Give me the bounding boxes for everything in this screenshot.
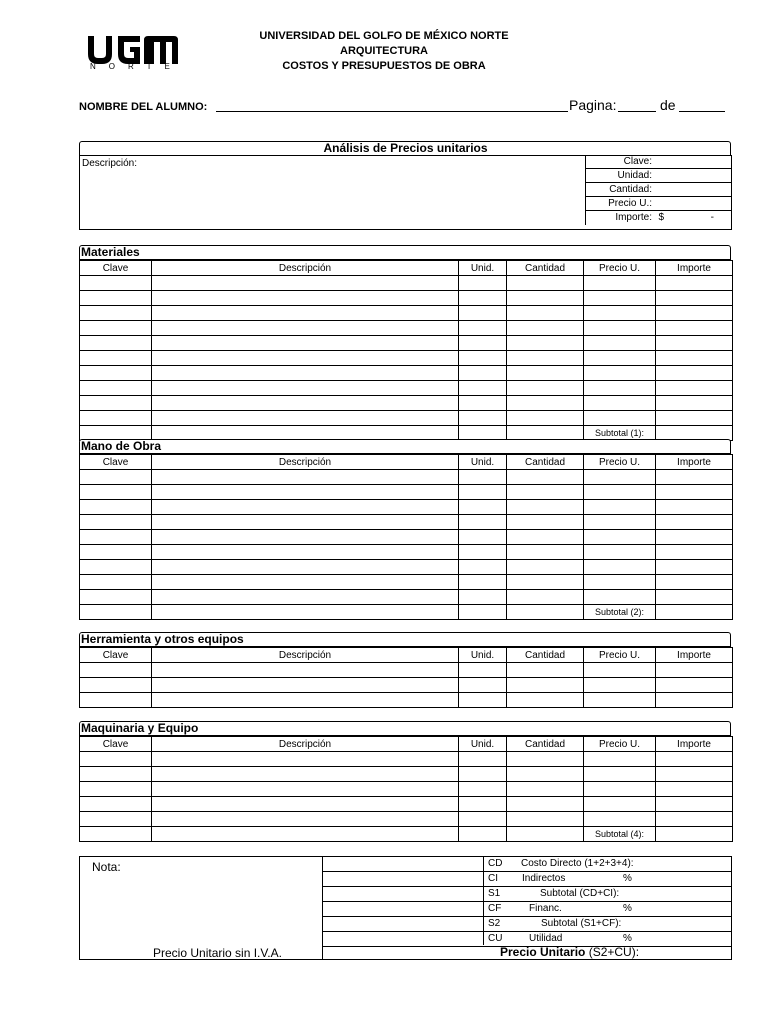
table-cell[interactable] xyxy=(459,396,507,411)
table-cell[interactable] xyxy=(507,530,584,545)
table-cell[interactable] xyxy=(152,797,459,812)
table-row xyxy=(80,485,733,500)
table-row xyxy=(80,782,733,797)
table-cell[interactable] xyxy=(656,306,733,321)
table-cell[interactable] xyxy=(584,321,656,336)
table-cell[interactable] xyxy=(656,812,733,827)
column-header: Unid. xyxy=(459,737,507,752)
final-price-formula: (S2+CU): xyxy=(585,945,640,959)
table-cell[interactable] xyxy=(152,291,459,306)
summary-text: Costo Directo (1+2+3+4): xyxy=(521,858,634,869)
summary-code: CD xyxy=(488,858,503,869)
importe-label: Importe: xyxy=(615,212,652,223)
table-cell[interactable] xyxy=(507,797,584,812)
table-cell[interactable] xyxy=(459,366,507,381)
table-cell[interactable] xyxy=(459,752,507,767)
table-cell[interactable] xyxy=(459,470,507,485)
table-row xyxy=(80,276,733,291)
column-header: Precio U. xyxy=(584,261,656,276)
table-cell[interactable] xyxy=(507,366,584,381)
table-cell[interactable] xyxy=(584,678,656,693)
table-cell[interactable] xyxy=(656,693,733,708)
table-cell[interactable] xyxy=(152,366,459,381)
table-cell[interactable] xyxy=(152,470,459,485)
table-cell[interactable] xyxy=(656,605,733,620)
column-header: Cantidad xyxy=(507,455,584,470)
column-header: Precio U. xyxy=(584,455,656,470)
table-cell[interactable] xyxy=(459,351,507,366)
table-cell[interactable] xyxy=(656,797,733,812)
table-cell[interactable] xyxy=(584,590,656,605)
column-header: Descripción xyxy=(152,261,459,276)
table-cell[interactable] xyxy=(584,366,656,381)
column-header: Unid. xyxy=(459,261,507,276)
table-cell[interactable] xyxy=(459,291,507,306)
student-name-field[interactable] xyxy=(216,111,568,112)
table-cell[interactable] xyxy=(80,590,152,605)
table-cell[interactable] xyxy=(80,276,152,291)
table-cell[interactable] xyxy=(80,605,152,620)
column-header: Importe xyxy=(656,737,733,752)
table-cell[interactable] xyxy=(584,276,656,291)
column-header: Cantidad xyxy=(507,737,584,752)
table-cell[interactable] xyxy=(656,321,733,336)
table-cell[interactable] xyxy=(507,321,584,336)
summary-code: CF xyxy=(488,903,502,914)
table-row xyxy=(80,336,733,351)
table-cell[interactable] xyxy=(459,485,507,500)
table-cell[interactable] xyxy=(80,500,152,515)
importe-field[interactable] xyxy=(585,211,732,225)
table-cell[interactable] xyxy=(584,515,656,530)
table-cell[interactable] xyxy=(656,351,733,366)
table-row xyxy=(80,530,733,545)
table-cell[interactable] xyxy=(507,605,584,620)
table-cell[interactable] xyxy=(152,693,459,708)
table-cell[interactable] xyxy=(80,291,152,306)
table-cell[interactable] xyxy=(152,411,459,426)
table-cell[interactable] xyxy=(507,336,584,351)
table-cell[interactable] xyxy=(656,515,733,530)
table-cell[interactable] xyxy=(507,485,584,500)
table-cell[interactable] xyxy=(507,276,584,291)
table-cell[interactable] xyxy=(459,663,507,678)
mano-obra-title: Mano de Obra xyxy=(79,439,731,454)
table-cell[interactable] xyxy=(656,291,733,306)
table-cell[interactable] xyxy=(152,321,459,336)
table-cell[interactable] xyxy=(584,575,656,590)
table-cell[interactable] xyxy=(459,515,507,530)
table-cell[interactable] xyxy=(152,590,459,605)
summary-row[interactable] xyxy=(322,917,732,932)
column-header: Clave xyxy=(80,737,152,752)
summary-row[interactable] xyxy=(322,857,732,872)
table-cell[interactable] xyxy=(656,782,733,797)
table-row xyxy=(80,605,733,620)
analysis-description-box[interactable] xyxy=(79,155,732,230)
table-cell[interactable] xyxy=(80,470,152,485)
table-cell[interactable] xyxy=(584,351,656,366)
sin-iva-label: Precio Unitario sin I.V.A. xyxy=(153,946,282,960)
table-cell[interactable] xyxy=(656,663,733,678)
herramienta-table xyxy=(79,647,733,708)
table-cell[interactable] xyxy=(80,545,152,560)
table-cell[interactable] xyxy=(80,366,152,381)
table-cell[interactable] xyxy=(80,396,152,411)
table-cell[interactable] xyxy=(584,411,656,426)
table-cell[interactable] xyxy=(507,500,584,515)
table-cell[interactable] xyxy=(459,530,507,545)
table-cell[interactable] xyxy=(459,321,507,336)
summary-code: CU xyxy=(488,933,503,944)
table-cell[interactable] xyxy=(507,470,584,485)
table-cell[interactable] xyxy=(507,663,584,678)
table-cell[interactable] xyxy=(584,693,656,708)
table-cell[interactable] xyxy=(459,797,507,812)
summary-code: S2 xyxy=(488,918,501,929)
table-cell[interactable] xyxy=(656,545,733,560)
table-cell[interactable] xyxy=(80,336,152,351)
table-cell[interactable] xyxy=(152,678,459,693)
column-header: Precio U. xyxy=(584,737,656,752)
table-cell[interactable] xyxy=(507,381,584,396)
table-row xyxy=(80,411,733,426)
table-cell[interactable] xyxy=(507,291,584,306)
table-cell[interactable] xyxy=(152,485,459,500)
column-header: Importe xyxy=(656,455,733,470)
table-cell[interactable] xyxy=(152,530,459,545)
column-header: Clave xyxy=(80,648,152,663)
summary-code: S1 xyxy=(488,888,501,899)
table-cell[interactable] xyxy=(459,767,507,782)
table-cell[interactable] xyxy=(507,693,584,708)
summary-row[interactable] xyxy=(322,872,732,887)
final-price-row[interactable] xyxy=(322,945,732,959)
table-cell[interactable] xyxy=(507,351,584,366)
table-cell[interactable] xyxy=(459,827,507,842)
table-cell[interactable] xyxy=(80,485,152,500)
table-cell[interactable] xyxy=(152,782,459,797)
table-cell[interactable] xyxy=(80,678,152,693)
table-row xyxy=(80,351,733,366)
clave-field[interactable]: Clave: xyxy=(585,155,732,169)
table-row xyxy=(80,306,733,321)
table-row xyxy=(80,545,733,560)
university-name: UNIVERSIDAD DEL GOLFO DE MÉXICO NORTE xyxy=(259,30,509,42)
student-name-label: NOMBRE DEL ALUMNO: xyxy=(79,101,208,113)
table-cell[interactable] xyxy=(80,411,152,426)
logo-subtitle: NORTE xyxy=(90,62,183,71)
subtotal-label: Subtotal (4): xyxy=(584,827,656,842)
table-cell[interactable] xyxy=(656,396,733,411)
table-cell[interactable] xyxy=(80,663,152,678)
summary-code-divider xyxy=(483,857,484,945)
table-cell[interactable] xyxy=(152,605,459,620)
table-cell[interactable] xyxy=(152,396,459,411)
table-row xyxy=(80,693,733,708)
table-cell[interactable] xyxy=(152,767,459,782)
table-cell[interactable] xyxy=(584,560,656,575)
table-cell[interactable] xyxy=(584,545,656,560)
table-cell[interactable] xyxy=(584,291,656,306)
materiales-title: Materiales xyxy=(79,245,731,260)
table-cell[interactable] xyxy=(656,500,733,515)
table-cell[interactable] xyxy=(80,827,152,842)
table-row xyxy=(80,678,733,693)
table-cell[interactable] xyxy=(459,545,507,560)
summary-text: Utilidad xyxy=(529,933,563,944)
mano-obra-table xyxy=(79,454,733,620)
table-row xyxy=(80,381,733,396)
table-cell[interactable] xyxy=(459,693,507,708)
summary-text: Financ. xyxy=(529,903,562,914)
table-cell[interactable] xyxy=(80,351,152,366)
table-cell[interactable] xyxy=(459,590,507,605)
table-cell[interactable] xyxy=(459,276,507,291)
summary-percent: % xyxy=(623,903,632,914)
column-header: Cantidad xyxy=(507,648,584,663)
table-cell[interactable] xyxy=(656,366,733,381)
table-cell[interactable] xyxy=(152,560,459,575)
unidad-field[interactable]: Unidad: xyxy=(585,169,732,183)
table-cell[interactable] xyxy=(656,575,733,590)
table-cell[interactable] xyxy=(80,575,152,590)
cantidad-field[interactable]: Cantidad: xyxy=(585,183,732,197)
table-cell[interactable] xyxy=(152,515,459,530)
table-cell[interactable] xyxy=(459,782,507,797)
table-row xyxy=(80,321,733,336)
table-row xyxy=(80,767,733,782)
column-header: Clave xyxy=(80,261,152,276)
table-cell[interactable] xyxy=(152,663,459,678)
summary-row[interactable] xyxy=(322,902,732,917)
table-cell[interactable] xyxy=(584,663,656,678)
table-cell[interactable] xyxy=(656,678,733,693)
table-cell[interactable] xyxy=(459,605,507,620)
table-cell[interactable] xyxy=(152,381,459,396)
table-cell[interactable] xyxy=(656,336,733,351)
table-cell[interactable] xyxy=(507,767,584,782)
table-cell[interactable] xyxy=(152,545,459,560)
table-row xyxy=(80,366,733,381)
table-cell[interactable] xyxy=(507,678,584,693)
table-row xyxy=(80,560,733,575)
table-cell[interactable] xyxy=(656,276,733,291)
table-cell[interactable] xyxy=(507,590,584,605)
table-cell[interactable] xyxy=(584,797,656,812)
table-cell[interactable] xyxy=(459,336,507,351)
nota-label: Nota: xyxy=(92,860,121,874)
table-cell[interactable] xyxy=(459,678,507,693)
table-cell[interactable] xyxy=(656,590,733,605)
table-cell[interactable] xyxy=(459,500,507,515)
table-cell[interactable] xyxy=(507,575,584,590)
column-header: Descripción xyxy=(152,737,459,752)
column-header: Descripción xyxy=(152,648,459,663)
table-cell[interactable] xyxy=(459,381,507,396)
table-cell[interactable] xyxy=(459,560,507,575)
column-header: Cantidad xyxy=(507,261,584,276)
table-row xyxy=(80,812,733,827)
table-cell[interactable] xyxy=(584,752,656,767)
column-header: Importe xyxy=(656,261,733,276)
table-row xyxy=(80,827,733,842)
table-cell[interactable] xyxy=(507,812,584,827)
table-cell[interactable] xyxy=(80,306,152,321)
table-cell[interactable] xyxy=(584,812,656,827)
summary-text: Subtotal (CD+CI): xyxy=(540,888,620,899)
analysis-fields xyxy=(585,155,732,230)
column-header: Descripción xyxy=(152,455,459,470)
summary-percent: % xyxy=(623,933,632,944)
table-cell[interactable] xyxy=(656,530,733,545)
maquinaria-table xyxy=(79,736,733,842)
table-row xyxy=(80,575,733,590)
table-cell[interactable] xyxy=(80,797,152,812)
summary-rows xyxy=(322,857,732,947)
table-cell[interactable] xyxy=(584,396,656,411)
table-cell[interactable] xyxy=(80,752,152,767)
table-cell[interactable] xyxy=(656,767,733,782)
table-cell[interactable] xyxy=(152,336,459,351)
table-cell[interactable] xyxy=(459,812,507,827)
table-row xyxy=(80,515,733,530)
importe-value: - xyxy=(710,212,714,223)
table-cell[interactable] xyxy=(507,411,584,426)
table-cell[interactable] xyxy=(584,470,656,485)
summary-box xyxy=(79,856,732,960)
page-of-label: de xyxy=(660,97,676,113)
table-cell[interactable] xyxy=(656,752,733,767)
table-cell[interactable] xyxy=(584,336,656,351)
table-cell[interactable] xyxy=(507,515,584,530)
student-info xyxy=(79,97,729,117)
column-header: Unid. xyxy=(459,648,507,663)
table-cell[interactable] xyxy=(152,306,459,321)
summary-percent: % xyxy=(623,873,632,884)
program-name: ARQUITECTURA xyxy=(340,45,428,57)
precio-field[interactable]: Precio U.: xyxy=(585,197,732,211)
table-cell[interactable] xyxy=(152,276,459,291)
table-cell[interactable] xyxy=(80,321,152,336)
summary-row[interactable] xyxy=(322,887,732,902)
table-cell[interactable] xyxy=(584,500,656,515)
table-cell[interactable] xyxy=(459,306,507,321)
table-cell[interactable] xyxy=(507,752,584,767)
table-cell[interactable] xyxy=(80,530,152,545)
page-number-field[interactable] xyxy=(618,111,656,112)
table-cell[interactable] xyxy=(80,812,152,827)
table-cell[interactable] xyxy=(80,693,152,708)
description-label: Descripción: xyxy=(82,158,138,169)
table-row xyxy=(80,752,733,767)
maquinaria-title: Maquinaria y Equipo xyxy=(79,721,731,736)
table-cell[interactable] xyxy=(507,306,584,321)
table-cell[interactable] xyxy=(80,767,152,782)
column-header: Precio U. xyxy=(584,648,656,663)
table-cell[interactable] xyxy=(80,381,152,396)
table-cell[interactable] xyxy=(584,767,656,782)
table-cell[interactable] xyxy=(507,782,584,797)
summary-text: Subtotal (S1+CF): xyxy=(541,918,622,929)
subtotal-label: Subtotal (2): xyxy=(584,605,656,620)
table-header xyxy=(80,455,733,470)
table-cell[interactable] xyxy=(152,575,459,590)
table-cell[interactable] xyxy=(507,396,584,411)
table-row xyxy=(80,500,733,515)
table-row xyxy=(80,663,733,678)
table-cell[interactable] xyxy=(80,782,152,797)
table-cell[interactable] xyxy=(80,515,152,530)
table-cell[interactable] xyxy=(459,411,507,426)
summary-code: CI xyxy=(488,873,498,884)
table-cell[interactable] xyxy=(656,560,733,575)
table-cell[interactable] xyxy=(152,812,459,827)
table-header xyxy=(80,261,733,276)
table-cell[interactable] xyxy=(459,575,507,590)
table-header xyxy=(80,737,733,752)
table-cell[interactable] xyxy=(80,560,152,575)
analysis-title: Análisis de Precios unitarios xyxy=(79,141,731,156)
table-cell[interactable] xyxy=(507,560,584,575)
table-cell[interactable] xyxy=(584,530,656,545)
table-cell[interactable] xyxy=(152,500,459,515)
table-cell[interactable] xyxy=(584,782,656,797)
table-cell[interactable] xyxy=(656,411,733,426)
table-row xyxy=(80,396,733,411)
table-cell[interactable] xyxy=(584,306,656,321)
table-cell[interactable] xyxy=(152,752,459,767)
subtotal-label: Subtotal (1): xyxy=(584,426,656,441)
table-cell[interactable] xyxy=(656,827,733,842)
table-row xyxy=(80,590,733,605)
table-cell[interactable] xyxy=(152,827,459,842)
table-cell[interactable] xyxy=(584,485,656,500)
importe-currency: $ xyxy=(658,212,664,223)
materiales-table xyxy=(79,260,733,441)
page-total-field[interactable] xyxy=(679,111,725,112)
table-row xyxy=(80,470,733,485)
column-header: Clave xyxy=(80,455,152,470)
column-header: Unid. xyxy=(459,455,507,470)
page-label: Pagina: xyxy=(569,97,617,113)
table-cell[interactable] xyxy=(656,381,733,396)
table-row xyxy=(80,291,733,306)
table-cell[interactable] xyxy=(507,827,584,842)
table-cell[interactable] xyxy=(152,351,459,366)
table-row xyxy=(80,797,733,812)
table-cell[interactable] xyxy=(656,485,733,500)
table-header xyxy=(80,648,733,663)
course-name: COSTOS Y PRESUPUESTOS DE OBRA xyxy=(282,60,486,72)
table-cell[interactable] xyxy=(656,470,733,485)
final-price-label: Precio Unitario xyxy=(500,945,586,959)
table-cell[interactable] xyxy=(584,381,656,396)
column-header: Importe xyxy=(656,648,733,663)
table-cell[interactable] xyxy=(507,545,584,560)
summary-text: Indirectos xyxy=(522,873,566,884)
herramienta-title: Herramienta y otros equipos xyxy=(79,632,731,647)
